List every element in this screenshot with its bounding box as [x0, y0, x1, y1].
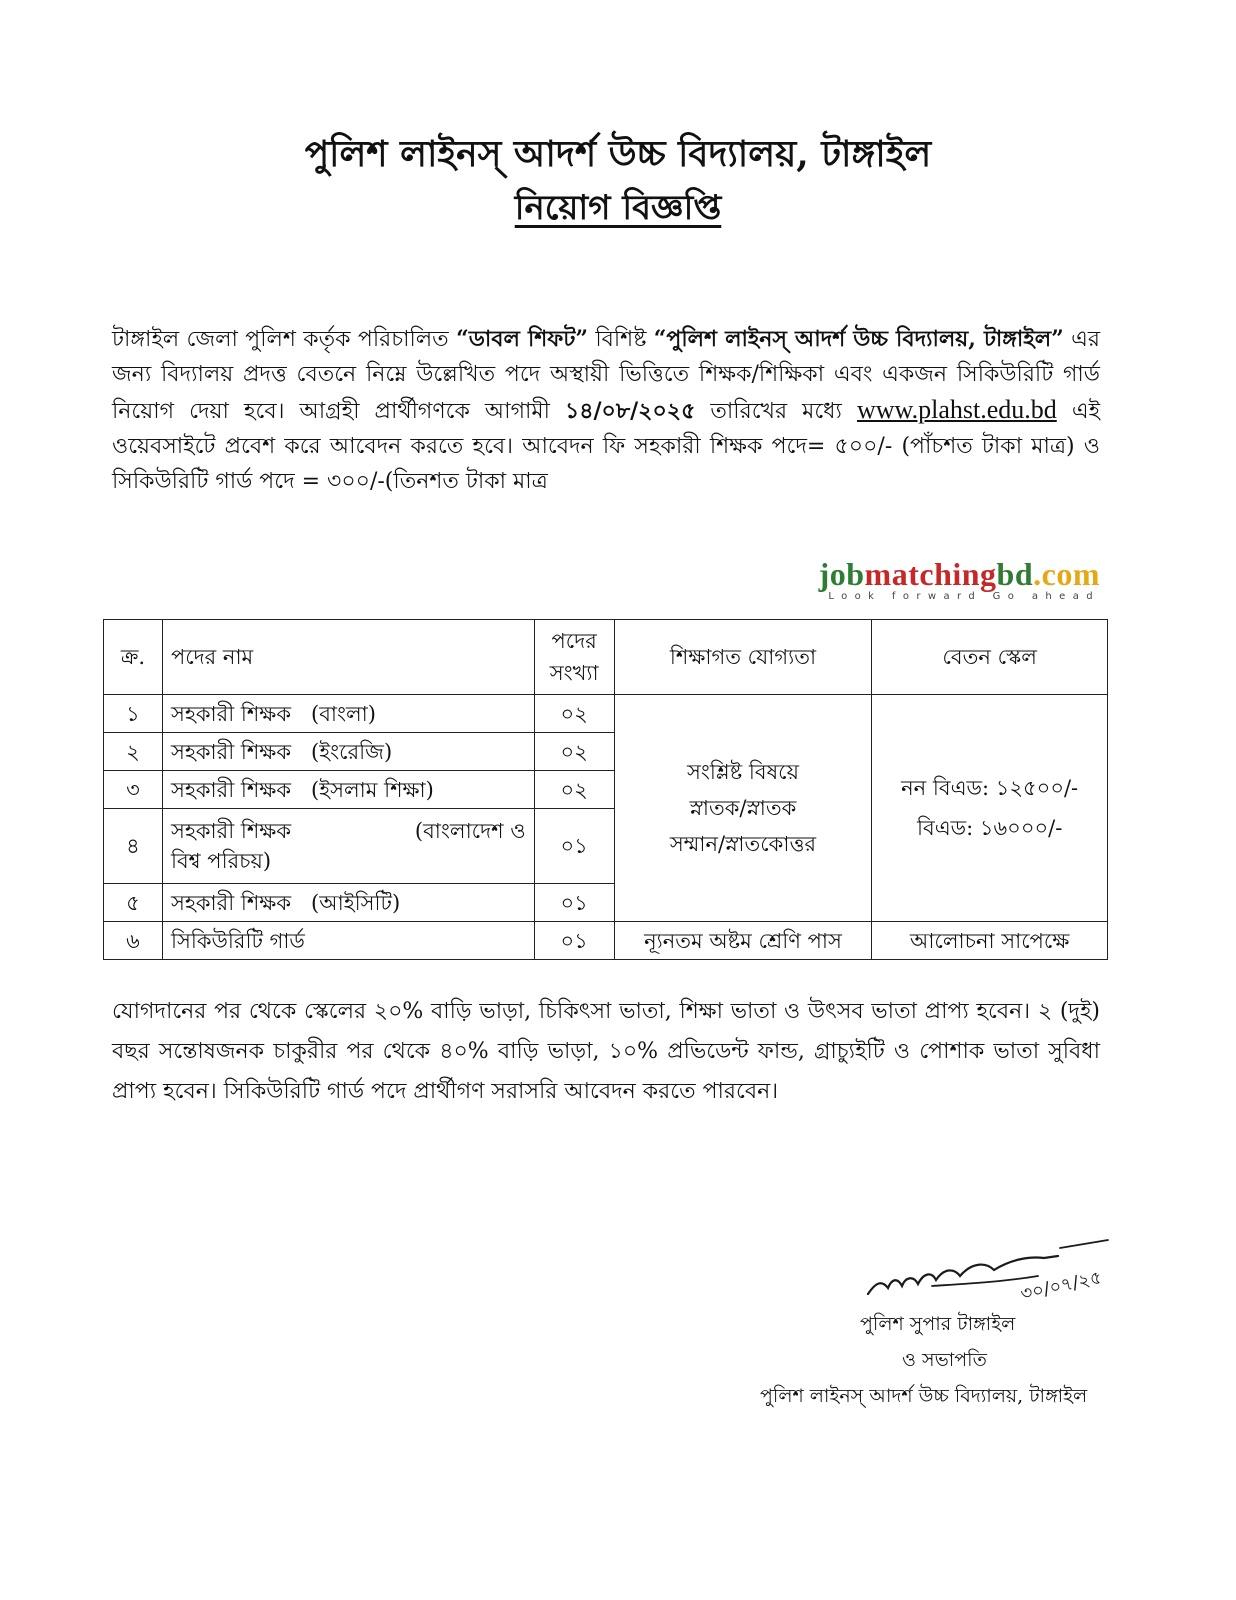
- scale-line: নন বিএড: ১২৫০০/-: [901, 776, 1079, 800]
- row-sl: ৬: [104, 922, 163, 960]
- post-subject-cont: বিশ্ব পরিচয়): [170, 849, 272, 873]
- row-post: [162, 884, 534, 922]
- teacher-scale: [872, 695, 1108, 922]
- qual-line: সংশ্লিষ্ট বিষয়ে: [686, 760, 799, 784]
- intro-paragraph: [112, 322, 1100, 499]
- post-subject: (বাংলা): [311, 701, 376, 726]
- row-sl: ১: [104, 695, 163, 733]
- notice-heading: [0, 184, 1236, 232]
- row-sl: ৫: [104, 884, 163, 922]
- guard-qualification: ন্যূনতম অষ্টম শ্রেণি পাস: [614, 922, 872, 960]
- row-count: ০১: [534, 922, 614, 960]
- intro-text-1: টাঙ্গাইল জেলা পুলিশ কর্তৃক পরিচালিত: [112, 327, 449, 352]
- row-count: ০২: [534, 771, 614, 809]
- notice-heading-text: নিয়োগ বিজ্ঞপ্তি: [514, 188, 722, 228]
- header-qualification: শিক্ষাগত যোগ্যতা: [614, 620, 872, 695]
- intro-text-5: এই ওয়েবসাইটে প্রবেশ করে আবেদন করতে হবে। আবেদন ফি সহকারী শিক্ষক পদে= ৫০০/- (পাঁচশত টাকা মাত্র) ও সিকিউরিটি গার্ড পদে = ৩০০/-(তিনশত টাকা মাত্র: [112, 399, 1101, 494]
- wm-bd: bd: [996, 556, 1034, 592]
- row-post: [162, 733, 534, 771]
- wm-com: .com: [1033, 556, 1100, 592]
- qual-line: সম্মান/স্নাতকোত্তর: [669, 832, 817, 856]
- post-subject: (ইংরেজি): [311, 739, 393, 764]
- post-subject: (ইসলাম শিক্ষা): [311, 777, 434, 802]
- signatory-school: পুলিশ লাইনস্ আদর্শ উচ্চ বিদ্যালয়, টাঙ্গাইল: [760, 1385, 1088, 1407]
- signature-date: ৩০/০৭/২৫: [1018, 1267, 1104, 1305]
- qual-line: স্নাতক/স্নাতক: [689, 796, 797, 820]
- row-sl: ৩: [104, 771, 163, 809]
- deadline-date: ১৪/০৮/২০২৫: [564, 398, 696, 424]
- post-title: সিকিউরিটি গার্ড: [170, 928, 305, 953]
- watermark-logo: [819, 556, 1100, 602]
- header-scale: বেতন স্কেল: [872, 620, 1108, 695]
- scale-line: বিএড: ১৬০০০/-: [917, 816, 1063, 840]
- post-title: সহকারী শিক্ষক: [170, 701, 292, 726]
- intro-text-2: বিশিষ্ট: [595, 327, 647, 352]
- page-title: পুলিশ লাইনস্ আদর্শ উচ্চ বিদ্যালয়, টাঙ্গাইল: [304, 133, 932, 175]
- row-count: ০২: [534, 733, 614, 771]
- table-header-row: [104, 620, 1108, 695]
- guard-scale: আলোচনা সাপেক্ষে: [872, 922, 1108, 960]
- watermark-wordmark: [819, 556, 1100, 592]
- row-count: ০১: [534, 884, 614, 922]
- post-title: সহকারী শিক্ষক: [170, 777, 292, 802]
- signatory-block: [760, 1306, 1140, 1414]
- watermark-tagline: Look forward Go ahead: [828, 591, 1100, 602]
- teacher-qualification: [614, 695, 872, 922]
- website-link[interactable]: www.plahst.edu.bd: [856, 395, 1057, 424]
- row-post: [162, 922, 534, 960]
- post-title: সহকারী শিক্ষক: [170, 739, 292, 764]
- header-count: পদের সংখ্যা: [534, 620, 614, 695]
- post-subject: (বাংলাদেশ ও: [414, 819, 526, 843]
- signatory-title: পুলিশ সুপার টাঙ্গাইল: [860, 1313, 1016, 1335]
- row-sl: ২: [104, 733, 163, 771]
- row-count: ০১: [534, 809, 614, 884]
- school-name: “পুলিশ লাইনস্ আদর্শ উচ্চ বিদ্যালয়, টাঙ্গাইল”: [653, 326, 1064, 352]
- signatory-role: ও সভাপতি: [902, 1349, 987, 1371]
- row-post: [162, 771, 534, 809]
- post-title: সহকারী শিক্ষক: [170, 890, 292, 915]
- table-row: [104, 922, 1108, 960]
- header-post: পদের নাম: [162, 620, 534, 695]
- post-subject: (আইসিটি): [311, 890, 401, 915]
- wm-matching: matching: [864, 556, 997, 592]
- intro-text-4: তারিখের মধ্যে: [710, 399, 842, 424]
- row-post: [162, 809, 534, 884]
- signature-mark: [862, 1232, 1112, 1312]
- shift-label: “ডাবল শিফট”: [456, 326, 588, 352]
- intro-text-3: এর জন্য বিদ্যালয় প্রদত্ত বেতনে নিম্নে উল্লেখিত পদে অস্থায়ী ভিত্তিতে শিক্ষক/শিক্ষিকা এবং একজন সিকিউরিটি গার্ড নিয়োগ দেয়া হবে। আগ্রহী প্রার্থীগণকে আগামী: [112, 327, 1100, 424]
- row-post: [162, 695, 534, 733]
- table-row: [104, 695, 1108, 733]
- signature-flourish: [1060, 1240, 1108, 1248]
- post-title: সহকারী শিক্ষক: [170, 819, 292, 843]
- row-sl: ৪: [104, 809, 163, 884]
- vacancy-table: [103, 619, 1108, 960]
- header-sl: ক্র.: [104, 620, 163, 695]
- wm-job: job: [818, 556, 865, 592]
- row-count: ০২: [534, 695, 614, 733]
- benefits-paragraph: যোগদানের পর থেকে স্কেলের ২০% বাড়ি ভাড়া, চিকিৎসা ভাতা, শিক্ষা ভাতা ও উৎসব ভাতা প্রাপ্য হবেন। ২ (দুই) বছর সন্তোষজনক চাকুরীর পর থেকে ৪০% বাড়ি ভাড়া, ১০% প্রভিডেন্ট ফান্ড, গ্রাচ্যুইটি ও পোশাক ভাতা সুবিধা প্রাপ্য হবেন। সিকিউরিটি গার্ড পদে প্রার্থীগণ সরাসরি আবেদন করতে পারবেন।: [112, 999, 1100, 1104]
